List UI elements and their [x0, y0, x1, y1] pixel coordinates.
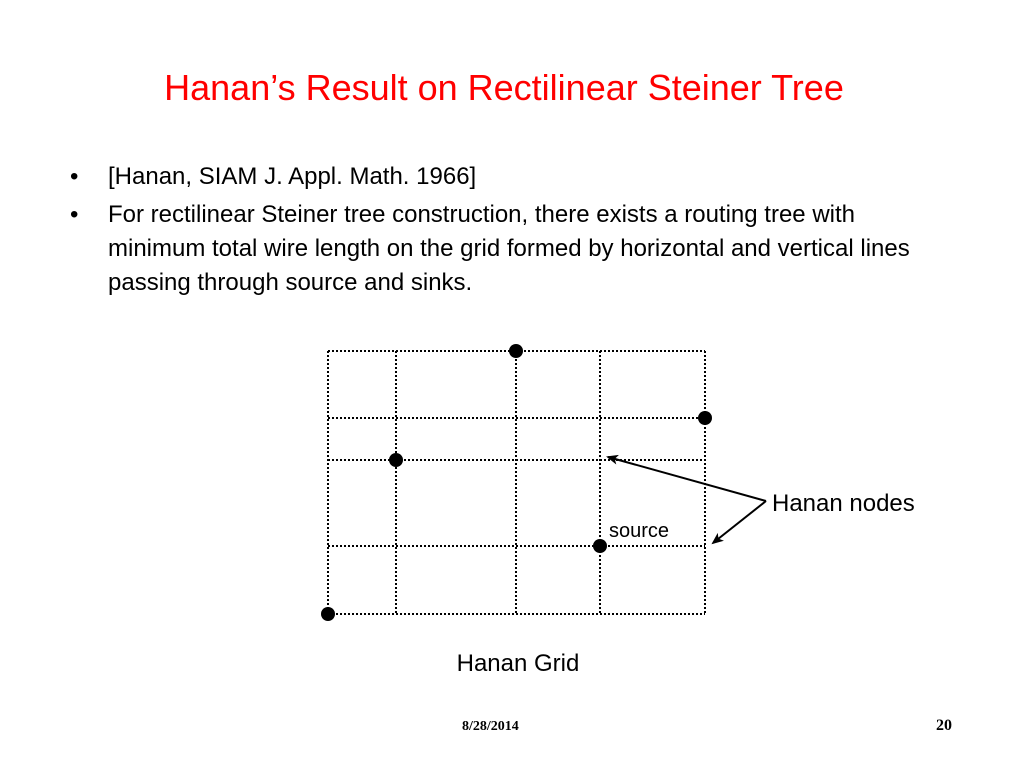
bullet-item-citation — [68, 160, 918, 194]
bullet-item-result — [68, 198, 918, 300]
source-pin — [593, 539, 607, 553]
bullet-text-result: For rectilinear Steiner tree construction, there exists a routing tree with minimum total wire length on the grid formed by horizontal and vertical lines passing through source and sinks. — [108, 201, 910, 296]
sink-pin — [389, 453, 403, 467]
slide-number: 20 — [936, 717, 952, 734]
bullet-marker: • — [70, 201, 79, 228]
grid-caption: Hanan Grid — [456, 650, 580, 677]
bullet-text-citation: [Hanan, SIAM J. Appl. Math. 1966] — [108, 163, 477, 190]
footer-date: 8/28/2014 — [462, 719, 519, 734]
pins — [321, 344, 712, 621]
nodes-label: Hanan nodes — [772, 490, 915, 517]
source-label: source — [609, 520, 670, 542]
hanan-node-arrow — [608, 457, 766, 501]
hanan-node-arrows — [608, 457, 766, 543]
sink-pin — [698, 411, 712, 425]
bullet-list — [68, 160, 918, 304]
hanan-node-arrow — [713, 501, 766, 543]
slide-title: Hanan’s Result on Rectilinear Steiner Tree — [164, 67, 844, 108]
bullet-marker: • — [70, 163, 79, 190]
sink-pin — [321, 607, 335, 621]
grid-lines — [328, 351, 705, 614]
sink-pin — [509, 344, 523, 358]
